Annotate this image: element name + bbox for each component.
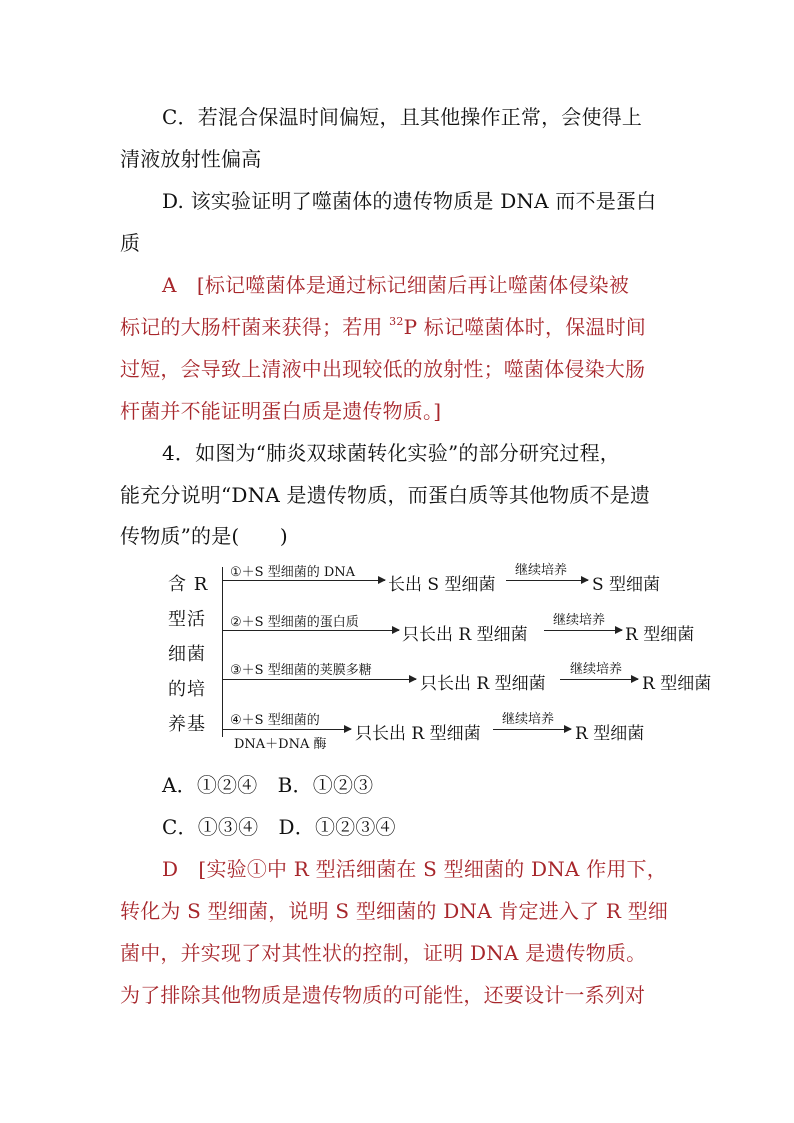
row3-result: 只长出 R 型细菌 <box>420 674 546 694</box>
row2-final: R 型细菌 <box>625 625 695 645</box>
medium-label-2: 型活 <box>168 609 206 630</box>
options-line2: C．①③④ D．①②③④ <box>162 815 396 839</box>
answer3-line4: 杆菌并不能证明蛋白质是遗传物质。] <box>120 399 442 423</box>
row1-result: 长出 S 型细菌 <box>388 575 496 595</box>
row4-arrow <box>223 729 351 730</box>
option-c-line1: C．若混合保温时间偏短，且其他操作正常，会使得上 <box>162 105 643 129</box>
row3-arrow <box>223 679 416 680</box>
row2-arrow2 <box>544 630 622 631</box>
bracket-line <box>222 567 226 737</box>
question4-line2: 能充分说明“DNA 是遗传物质，而蛋白质等其他物质不是遗 <box>120 483 651 507</box>
row2-label: ②＋S 型细菌的蛋白质 <box>230 615 359 630</box>
answer4-line1: D [实验①中 R 型活细菌在 S 型细菌的 DNA 作用下， <box>162 857 667 881</box>
row4-final: R 型细菌 <box>575 724 645 744</box>
row4-label2: DNA＋DNA 酶 <box>234 737 327 752</box>
medium-label-1: 含 R <box>168 574 209 595</box>
answer4-line4: 为了排除其他物质是遗传物质的可能性，还要设计一系列对 <box>120 983 646 1007</box>
row2-step: 继续培养 <box>553 613 606 628</box>
medium-label-5: 养基 <box>168 714 206 735</box>
transformation-diagram <box>160 555 740 755</box>
medium-label-4: 的培 <box>168 679 206 700</box>
options-line1: A．①②④ B．①②③ <box>162 773 374 797</box>
row3-final: R 型细菌 <box>642 674 712 694</box>
row1-label: ①＋S 型细菌的 DNA <box>230 565 356 580</box>
row3-arrow2 <box>560 679 638 680</box>
medium-label-3: 细菌 <box>168 644 206 665</box>
option-c-line2: 清液放射性偏高 <box>120 147 262 171</box>
row2-arrow <box>223 630 399 631</box>
option-d-line2: 质 <box>120 231 141 255</box>
row4-arrow2 <box>493 729 571 730</box>
question4-line1: 4．如图为“肺炎双球菌转化实验”的部分研究过程， <box>162 441 620 465</box>
row1-arrow2 <box>506 580 588 581</box>
answer3-line2 <box>120 313 646 341</box>
row3-label: ③＋S 型细菌的荚膜多糖 <box>230 663 372 678</box>
medium-label <box>168 567 218 742</box>
answer3-line1: A [标记噬菌体是通过标记细菌后再让噬菌体侵染被 <box>162 273 630 297</box>
answer4-line3: 菌中，并实现了对其性状的控制，证明 DNA 是遗传物质。 <box>120 941 647 965</box>
row1-step: 继续培养 <box>515 563 568 578</box>
row2-result: 只长出 R 型细菌 <box>402 625 528 645</box>
option-d-line1: D. 该实验证明了噬菌体的遗传物质是 DNA 而不是蛋白 <box>162 189 657 213</box>
row3-step: 继续培养 <box>570 662 623 677</box>
answer4-line2: 转化为 S 型细菌，说明 S 型细菌的 DNA 肯定进入了 R 型细 <box>120 899 669 923</box>
row4-label: ④＋S 型细菌的 <box>230 713 320 728</box>
isotope-superscript: 32 <box>389 315 404 328</box>
row1-arrow <box>223 580 385 581</box>
answer3-text-b: P 标记噬菌体时，保温时间 <box>403 315 646 339</box>
row1-final: S 型细菌 <box>592 575 661 595</box>
row4-result: 只长出 R 型细菌 <box>355 724 481 744</box>
answer3-line3: 过短，会导致上清液中出现较低的放射性；噬菌体侵染大肠 <box>120 357 646 381</box>
answer3-text-a: 标记的大肠杆菌来获得；若用 <box>120 315 390 339</box>
question4-line3: 传物质”的是( ) <box>120 524 288 548</box>
row4-step: 继续培养 <box>502 712 555 727</box>
